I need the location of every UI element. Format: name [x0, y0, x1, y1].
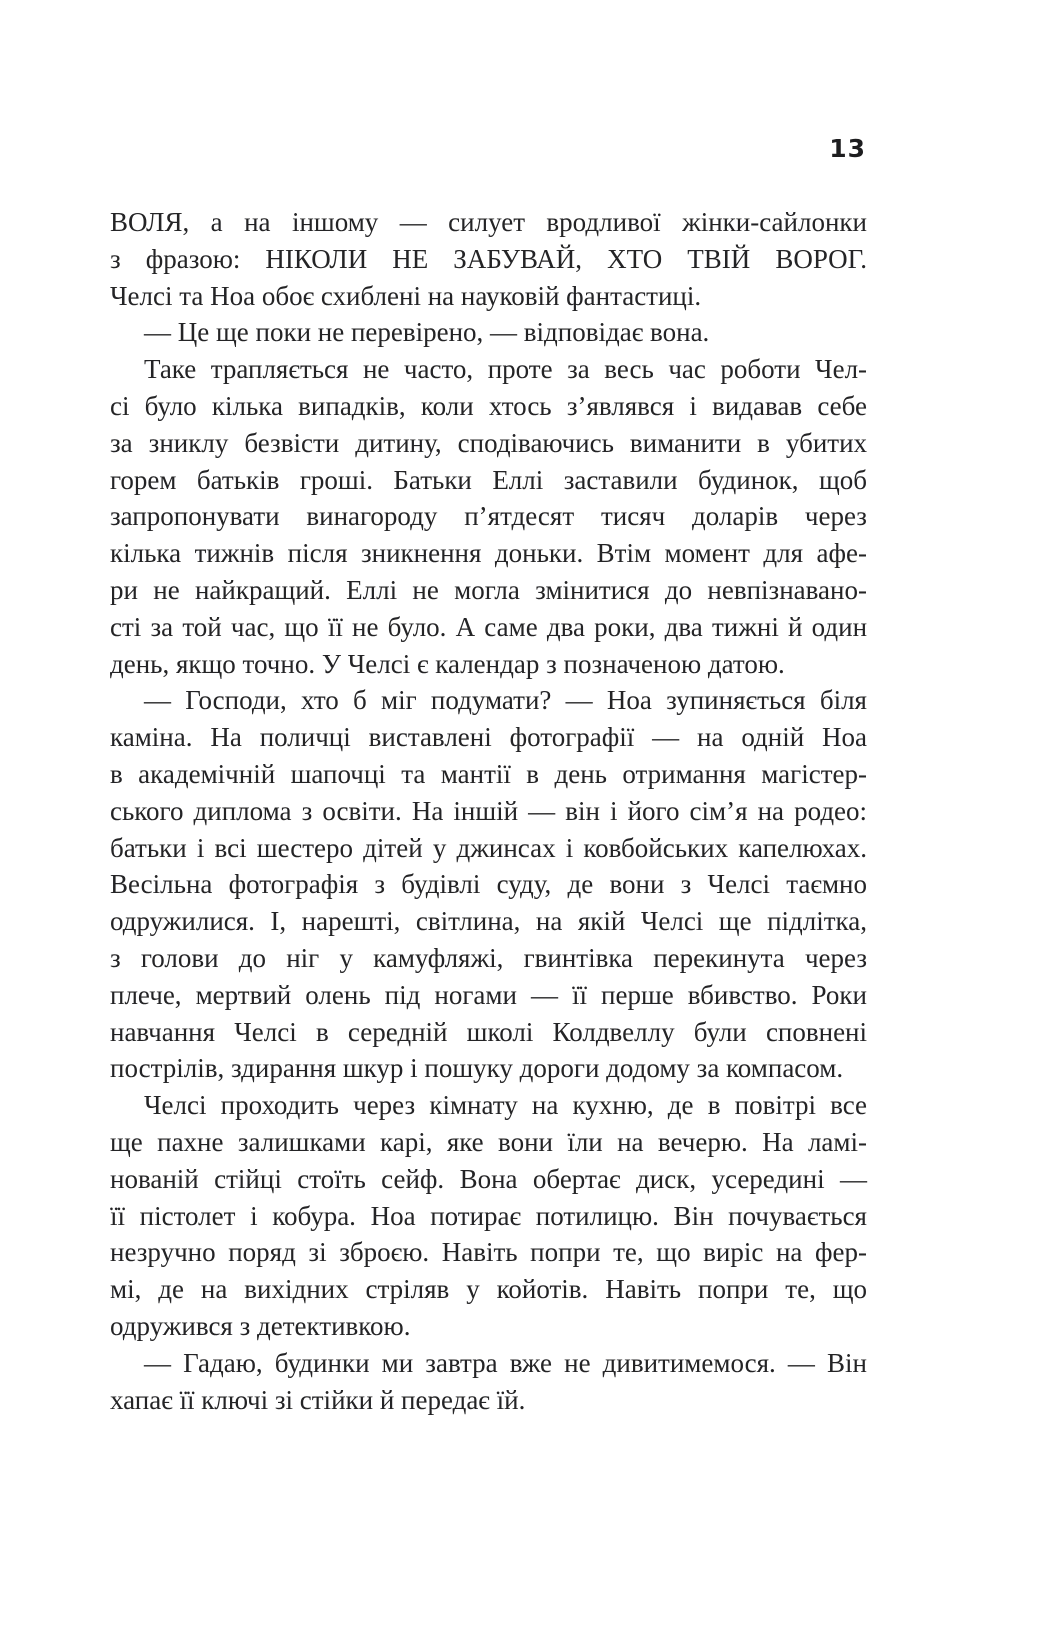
text-line: сті за той час, що її не було. А саме два роки, два тижні й один: [110, 611, 868, 642]
paragraph: [110, 351, 867, 682]
text-line: день, якщо точно. У Челсі є календар з позначеною датою.: [110, 648, 785, 679]
text-line: каміна. На поличці виставлені фотографії — на одній Ноа: [110, 722, 868, 753]
text-line: одружилися. І, нарешті, світлина, на якій Челсі ще підлітка,: [110, 906, 867, 937]
text-line: пострілів, здирання шкур і пошуку дороги додому за компасом.: [110, 1053, 844, 1084]
text-line: Таке трапляється не часто, проте за весь час роботи Чел-: [144, 354, 868, 385]
text-line: за зниклу безвісти дитину, сподіваючись виманити в убитих: [110, 427, 868, 458]
text-line: ського диплома з освіти. На іншій — він і його сім’я на родео:: [110, 795, 868, 826]
text-line: ще пахне залишками карі, яке вони їли на вечерю. На ламі-: [110, 1126, 867, 1157]
text-line: — Це ще поки не перевірено, — відповідає вона.: [144, 317, 710, 348]
text-line: — Господи, хто б міг подумати? — Ноа зупиняється біля: [144, 685, 867, 716]
paragraph: [110, 1087, 867, 1345]
text-line: з голови до ніг у камуфляжі, гвинтівка перекинута через: [110, 942, 868, 973]
paragraph: [110, 1345, 867, 1419]
text-line: плече, мертвий олень під ногами — її перше вбивство. Роки: [110, 979, 867, 1010]
text-line: мі, де на вихідних стріляв у койотів. Навіть попри те, що: [110, 1274, 868, 1305]
text-line: одружився з детективкою.: [110, 1310, 411, 1341]
paragraph: [110, 314, 867, 351]
text-line: в академічній шапочці та мантії в день отримання магістер-: [110, 758, 867, 789]
text-line: навчання Челсі в середній школі Колдвеллу були сповнені: [110, 1016, 868, 1047]
paragraph: [110, 682, 867, 1087]
text-line: батьки і всі шестеро дітей у джинсах і ковбойських капелюхах.: [110, 832, 868, 863]
text-block: [110, 204, 867, 1418]
text-line: кілька тижнів після зникнення доньки. Втім момент для афе-: [110, 538, 867, 569]
text-line: ри не найкращий. Еллі не могла змінитися до невпізнавано-: [110, 574, 867, 605]
text-line: Челсі проходить через кімнату на кухню, де в повітрі все: [144, 1090, 868, 1121]
text-line: — Гадаю, будинки ми завтра вже не дивитимемося. — Він: [144, 1347, 867, 1378]
paragraph: [110, 204, 867, 314]
text-line: хапає її ключі зі стійки й передає їй.: [110, 1384, 526, 1415]
text-line: незручно поряд зі зброєю. Навіть попри те, що виріс на фер-: [110, 1237, 867, 1268]
text-line: ВОЛЯ, а на іншому — силует вродливої жінки-сайлонки: [110, 207, 867, 237]
text-line: нованій стійці стоїть сейф. Вона обертає диск, усередині —: [110, 1163, 867, 1194]
text-line: Весільна фотографія з будівлі суду, де вони з Челсі таємно: [110, 869, 867, 900]
text-line: сі було кілька випадків, коли хтось з’являвся і видавав себе: [110, 390, 867, 421]
text-line: запропонувати винагороду п’ятдесят тисяч доларів через: [110, 501, 867, 532]
text-line: Челсі та Ноа обоє схиблені на науковій фантастиці.: [110, 280, 702, 311]
text-line: горем батьків гроші. Батьки Еллі заставили будинок, щоб: [110, 464, 867, 495]
text-line: її пістолет і кобура. Ноа потирає потилицю. Він почувається: [110, 1200, 867, 1231]
page-number: 13: [829, 134, 866, 163]
text-line: з фразою: НІКОЛИ НЕ ЗАБУВАЙ, ХТО ТВІЙ ВОРОГ.: [110, 243, 867, 274]
